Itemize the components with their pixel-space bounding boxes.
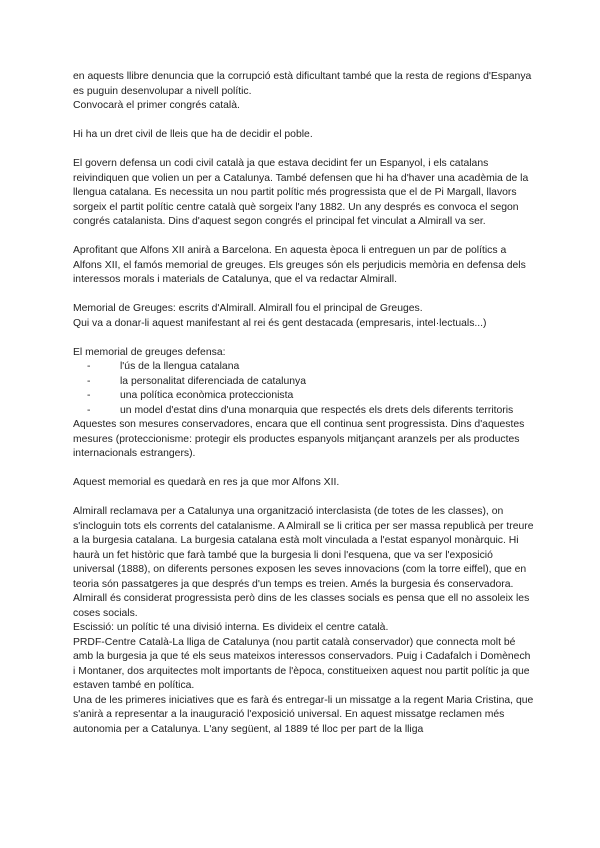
paragraph: en aquests llibre denuncia que la corrupció està dificultant també que la resta de regions d'Espanya es puguin desenvolupar a nivell polític. [73,71,532,97]
document-body [73,70,535,737]
paragraph: Hi ha un dret civil de lleis que ha de decidir el poble. [73,129,313,140]
list-heading: El memorial de greuges defensa: [73,346,226,358]
list-item: - una política econòmica proteccionista [87,389,535,404]
paragraph: Escissió: un polític té una divisió interna. Es divideix el centre català. [73,622,389,633]
paragraph: Memorial de Greuges: escrits d'Almirall. Almirall fou el principal de Greuges. [73,303,423,314]
paragraph: Una de les primeres iniciatives que es farà és entregar-li un missatge a la regent Maria Cristina, que s'anirà a representar a la inauguració l'exposició universal. En aquest missatge reclamen més autonomia per a Catalunya. L'any següent, al 1889 té lloc per part de la lliga [73,694,534,735]
paragraph: Qui va a donar-li aquest manifestant al rei és gent destacada (empresaris, intel·lectuals...) [73,317,487,329]
paragraph: Aprofitant que Alfons XII anirà a Barcelona. En aquesta època li entreguen un par de polítics a Alfons XII, el famós memorial de greuges. Els greuges són els perjudicis memòria en defensa dels interessos morals i materials de Catalunya, que el va redactar Almirall. [73,245,526,285]
paragraph: Almirall reclamava per a Catalunya una organització interclasista (de totes de les classes), on s'incloguin tots els corrents del catalanisme. A Almirall se li critica per ser massa republicà per treure a la burgesia catalana. La burgesia catalana està molt vinculada a l'estat espanyol monàrquic. Hi haurà un fet històric que farà també que la burgesia li doni l'esquena, que va ser l'exposició universal (1888), on diferents persones exposen les seves innovacions (com la torre eiffel), que en teoria són passatgeres ja que després d'un temps es treien. Amés la burgesia és conservadora. Almirall és considerat progressista però dins de les classes socials es pensa que ell no assoleix les coses socials. [73,506,534,619]
paragraph: PRDF-Centre Català-La lliga de Catalunya (nou partit català conservador) que connecta molt bé amb la burgesia ja que té els seus mateixos interessos conservadors. Puig i Cadafalch i Domènech i Montaner, dos arquitectes molt importants de l'època, constitueixen aquest nou partit polític ja que estaven també en política. [73,636,531,691]
list-item: - l'ús de la llengua catalana [87,360,535,375]
paragraph: Convocarà el primer congrés català. [73,100,240,111]
dash-bullet-icon: - [87,375,91,387]
dash-bullet-icon: - [87,361,91,372]
bullet-list [73,360,535,418]
dash-bullet-icon: - [87,404,91,416]
paragraph: Aquest memorial es quedarà en res ja que mor Alfons XII. [73,477,340,488]
paragraph: El govern defensa un codi civil català ja que estava decidint fer un Espanyol, i els catalans reivindiquen que volien un per a Catalunya. També defensen que hi ha d'haver una acadèmia de la llengua catalana. Es necessita un nou partit polític més progressista que el de Pi Margall, llavors sorgeix el partit polític centre català què sorgeix l'any 1882. Un any després es convoca el segon congrés catalanista. Dins d'aquest segon congrés el principal fet vinculat a Almirall va ser. [73,158,529,227]
dash-bullet-icon: - [87,390,91,401]
paragraph: Aquestes son mesures conservadores, encara que ell continua sent progressista. Dins d'aquestes mesures (proteccionisme: protegir els productes espanyols mitjançant aranzels per als productes internacionals estrangers). [73,419,525,459]
list-item: - la personalitat diferenciada de catalunya [87,375,535,390]
list-item: - un model d'estat dins d'una monarquia que respectés els drets dels diferents territoris [87,404,535,419]
